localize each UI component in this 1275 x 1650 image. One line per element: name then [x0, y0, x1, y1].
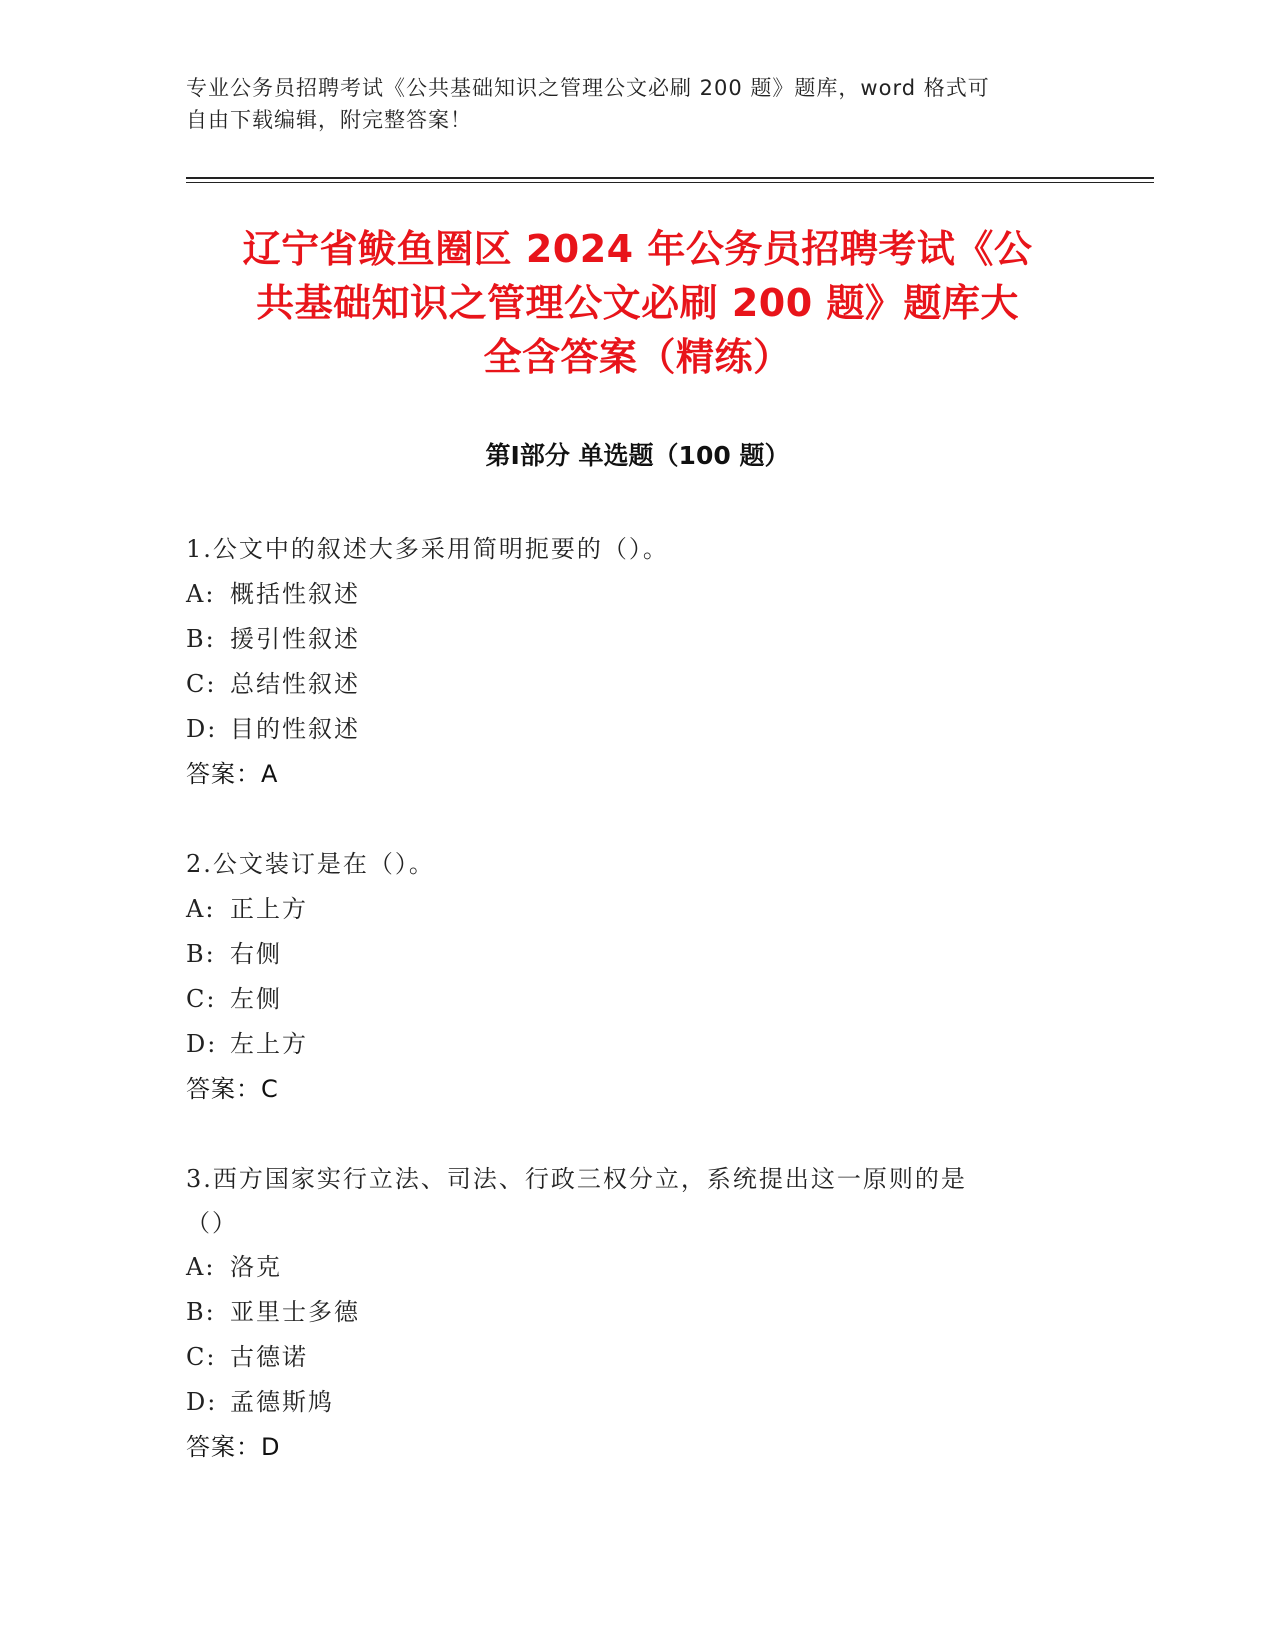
option-text: 孟德斯鸠 [230, 1388, 334, 1416]
question-3 [186, 1157, 1066, 1470]
option-c [186, 977, 1066, 1022]
header-divider-thin [186, 182, 1154, 183]
option-text: 正上方 [230, 895, 308, 923]
header-divider-thick [186, 177, 1154, 179]
header-note [186, 72, 1086, 136]
option-d [186, 1022, 1066, 1067]
option-a [186, 887, 1066, 932]
question-list [186, 527, 1066, 1470]
title-line-1: 辽宁省鲅鱼圈区 2024 年公务员招聘考试《公 [242, 227, 1033, 271]
answer: 答案：D [186, 1433, 281, 1461]
option-text: 右侧 [230, 940, 282, 968]
option-b [186, 932, 1066, 977]
header-note-line-2: 自由下载编辑，附完整答案！ [186, 108, 472, 132]
question-stem: 1.公文中的叙述大多采用简明扼要的（）。 [186, 535, 669, 563]
option-a [186, 572, 1066, 617]
section-heading: 第Ⅰ部分 单选题（100 题） [485, 441, 790, 470]
option-key: C: [186, 670, 217, 698]
option-text: 亚里士多德 [230, 1298, 360, 1326]
option-key: D: [186, 1030, 218, 1058]
question-2 [186, 842, 1066, 1112]
document-title [160, 222, 1115, 384]
question-1 [186, 527, 1066, 797]
header-note-line-1: 专业公务员招聘考试《公共基础知识之管理公文必刷 200 题》题库，word 格式可 [186, 76, 990, 100]
option-key: A: [186, 580, 216, 608]
option-key: D: [186, 715, 218, 743]
option-b [186, 1290, 1066, 1335]
option-text: 目的性叙述 [230, 715, 360, 743]
option-text: 援引性叙述 [230, 625, 360, 653]
option-key: B: [186, 625, 216, 653]
option-key: B: [186, 940, 216, 968]
option-text: 古德诺 [230, 1343, 308, 1371]
option-key: D: [186, 1388, 218, 1416]
title-line-2: 共基础知识之管理公文必刷 200 题》题库大 [256, 281, 1019, 325]
option-d [186, 1380, 1066, 1425]
option-text: 总结性叙述 [230, 670, 360, 698]
option-a [186, 1245, 1066, 1290]
option-key: A: [186, 895, 216, 923]
question-stem-continuation: （） [186, 1209, 238, 1237]
option-d [186, 707, 1066, 752]
option-text: 概括性叙述 [230, 580, 360, 608]
option-text: 洛克 [230, 1253, 282, 1281]
option-c [186, 1335, 1066, 1380]
option-key: B: [186, 1298, 216, 1326]
option-key: C: [186, 985, 217, 1013]
option-b [186, 617, 1066, 662]
option-c [186, 662, 1066, 707]
question-stem: 3.西方国家实行立法、司法、行政三权分立，系统提出这一原则的是 [186, 1165, 967, 1193]
question-stem: 2.公文装订是在（）。 [186, 850, 435, 878]
option-text: 左上方 [230, 1030, 308, 1058]
answer: 答案：A [186, 760, 279, 788]
answer: 答案：C [186, 1075, 279, 1103]
option-key: C: [186, 1343, 217, 1371]
option-key: A: [186, 1253, 216, 1281]
title-line-3: 全含答案（精练） [483, 335, 792, 379]
option-text: 左侧 [230, 985, 282, 1013]
